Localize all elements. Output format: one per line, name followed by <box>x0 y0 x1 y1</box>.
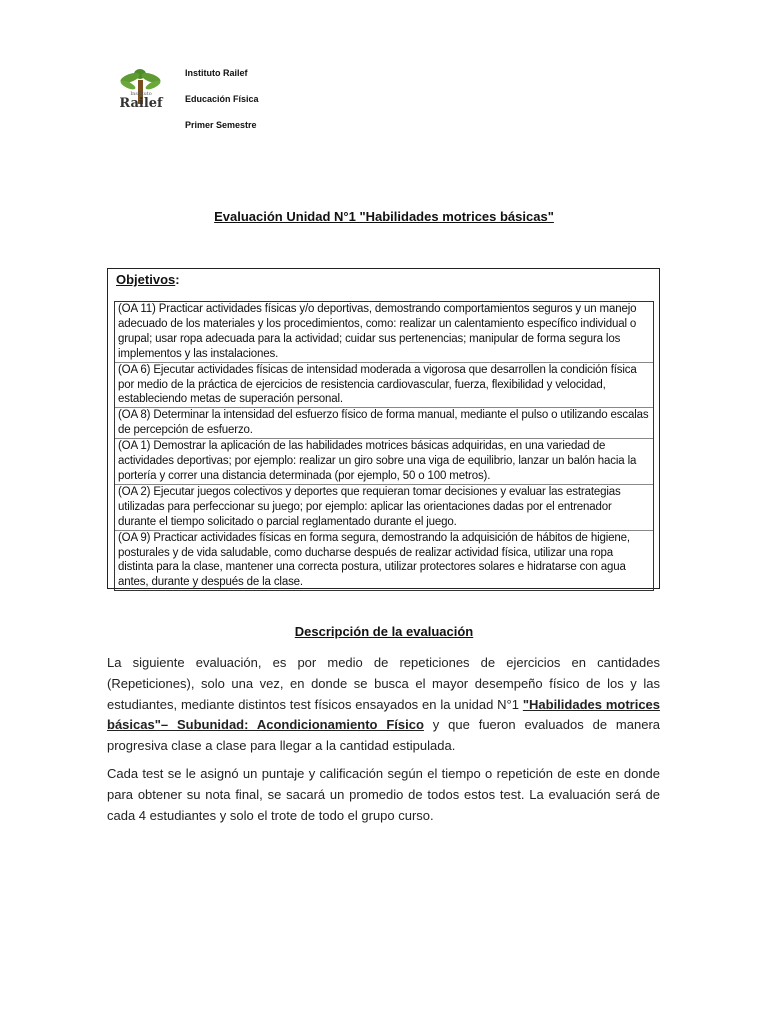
objective-oa11: (OA 11) Practicar actividades físicas y/o deportivas, demostrando comportamientos seguros y un manejo adecuado de los materiales y los procedimientos, como: realizar un calentamiento específico individual o grupal; usar ropa adecuada para la actividad; cuidar sus pertenencias; manipular de forma segura los implementos y las instalaciones. <box>115 302 653 363</box>
logo-text: Railef <box>119 96 163 111</box>
description-heading: Descripción de la evaluación <box>294 624 474 639</box>
objective-oa1: (OA 1) Demostrar la aplicación de las habilidades motrices básicas adquiridas, en una variedad de actividades deportivas; por ejemplo: realizar un giro sobre una viga de equilibrio, lanzar un balón hacia la portería y correr una distancia determinada (por ejemplo, 50 o 100 metros). <box>115 439 653 485</box>
page-title: Evaluación Unidad N°1 "Habilidades motrices básicas" <box>214 209 554 224</box>
header-info <box>185 68 259 146</box>
objective-oa8: (OA 8) Determinar la intensidad del esfuerzo físico de forma manual, mediante el pulso o utilizando escalas de percepción de esfuerzo. <box>115 408 653 439</box>
description-paragraph-2: Cada test se le asignó un puntaje y calificación según el tiempo o repetición de este en donde para obtener su nota final, se sacará un promedio de todos estos test. La evaluación será de cada 4 estudiantes y solo el trote de todo el grupo curso. <box>107 766 660 823</box>
objectives-box <box>107 268 660 589</box>
description-p1-part1: La siguiente evaluación, es por medio de repeticiones de ejercicios en cantidades (Repeticiones), solo una vez, en donde se busca el mayor desempeño físico de los y las estudiantes, mediante distintos test físicos ensayados en la unidad N°1 <box>107 655 660 712</box>
objective-oa9: (OA 9) Practicar actividades físicas en forma segura, demostrando la adquisición de hábitos de higiene, posturales y de vida saludable, como ducharse después de realizar actividad física, utilizar una ropa distinta para la clase, mantener una correcta postura, utilizar protectores solares e hidratarse con agua antes, durante y después de la clase. <box>118 531 630 589</box>
description-p1-part2: y que fueron evaluados de manera progresiva clase a clase para llegar a la cantidad estipulada. <box>107 717 660 754</box>
objectives-heading <box>116 272 180 287</box>
objective-oa2: (OA 2) Ejecutar juegos colectivos y deportes que requieran tomar decisiones y evaluar las estrategias utilizadas para perfeccionar su juego; por ejemplo: aplicar las orientaciones dadas por el entrenador durante el tiempo solicitado o parcial reglamentado durante el juego. <box>115 485 653 531</box>
objectives-table <box>114 301 654 591</box>
objectives-heading-colon: : <box>175 272 180 287</box>
header-institution: Instituto Railef <box>185 68 248 78</box>
header-subject: Educación Física <box>185 94 259 104</box>
description-paragraph-1 <box>107 653 660 757</box>
objectives-heading-label: Objetivos <box>116 272 176 287</box>
objective-oa6: (OA 6) Ejecutar actividades físicas de intensidad moderada a vigorosa que desarrollen la condición física por medio de la práctica de ejercicios de resistencia cardiovascular, fuerza, flexibilidad y velocidad, estableciendo metas de superación personal. <box>115 363 653 409</box>
description-p1-unit-name: "Habilidades motrices básicas"– Subunidad: Acondicionamiento Físico <box>107 696 661 733</box>
institute-logo <box>112 66 170 114</box>
logo-small-text: Instituto <box>130 91 152 97</box>
header-semester: Primer Semestre <box>185 120 257 130</box>
